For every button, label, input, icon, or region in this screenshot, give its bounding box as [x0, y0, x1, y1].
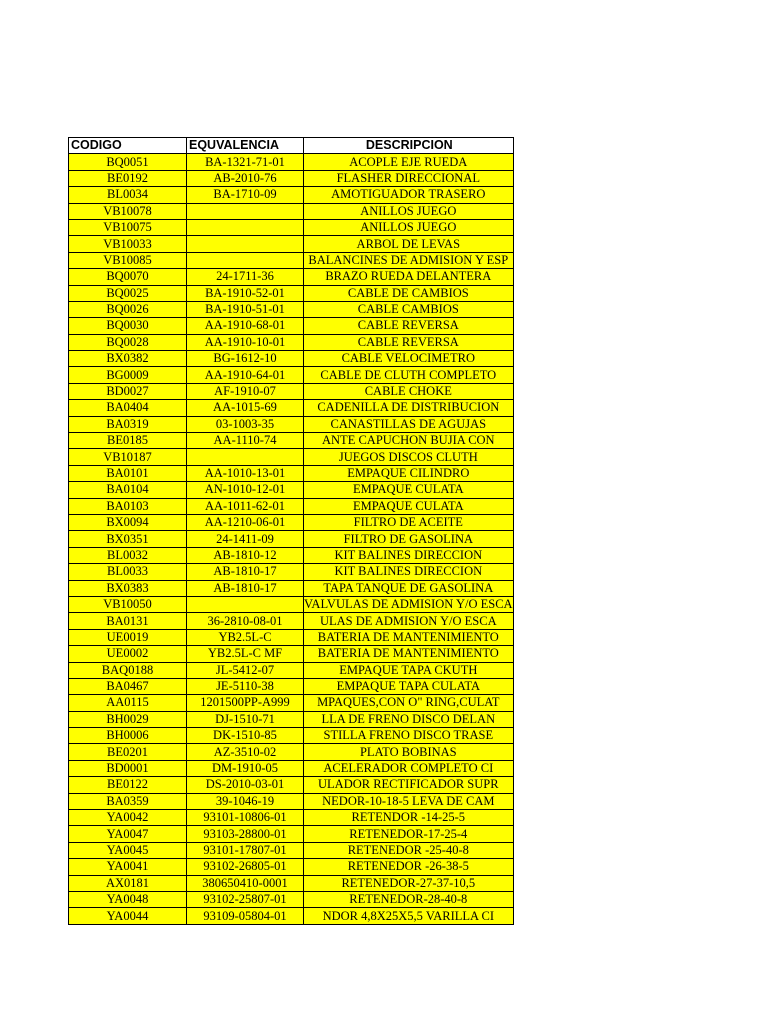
cell-descripcion[interactable]: ARBOL DE LEVAS: [304, 236, 514, 252]
header-codigo[interactable]: CODIGO: [69, 138, 187, 154]
table-row: [69, 662, 514, 678]
table-row: [69, 416, 514, 432]
table-row: [69, 711, 514, 727]
cell-equivalencia[interactable]: YB2.5L-C MF: [187, 646, 304, 662]
cell-codigo[interactable]: VB10078: [69, 203, 187, 219]
table-row: [69, 793, 514, 809]
table-row: [69, 744, 514, 760]
table-row: [69, 859, 514, 875]
cell-equivalencia[interactable]: AF-1910-07: [187, 383, 304, 399]
cell-equivalencia[interactable]: AA-1010-13-01: [187, 465, 304, 481]
cell-descripcion[interactable]: EMPAQUE TAPA CULATA: [304, 678, 514, 694]
cell-codigo[interactable]: YA0047: [69, 826, 187, 842]
cell-equivalencia[interactable]: AB-1810-12: [187, 547, 304, 563]
table-row: [69, 875, 514, 891]
cell-descripcion[interactable]: RETENDOR -14-25-5: [304, 810, 514, 826]
table-row: [69, 367, 514, 383]
cell-codigo[interactable]: BG0009: [69, 367, 187, 383]
cell-codigo[interactable]: BL0034: [69, 187, 187, 203]
table-row: [69, 400, 514, 416]
table-row: [69, 269, 514, 285]
table-row: [69, 351, 514, 367]
cell-equivalencia[interactable]: 24-1411-09: [187, 531, 304, 547]
cell-descripcion[interactable]: ANILLOS JUEGO: [304, 203, 514, 219]
cell-equivalencia[interactable]: 93101-17807-01: [187, 842, 304, 858]
table-row: [69, 760, 514, 776]
cell-equivalencia[interactable]: 36-2810-08-01: [187, 613, 304, 629]
table-row: [69, 826, 514, 842]
table-row: [69, 531, 514, 547]
cell-descripcion[interactable]: FILTRO DE GASOLINA: [304, 531, 514, 547]
cell-equivalencia[interactable]: 93109-05804-01: [187, 908, 304, 924]
table-row: [69, 646, 514, 662]
cell-codigo[interactable]: BA0319: [69, 416, 187, 432]
cell-codigo[interactable]: BQ0030: [69, 318, 187, 334]
cell-codigo[interactable]: BE0201: [69, 744, 187, 760]
cell-descripcion[interactable]: ULADOR RECTIFICADOR SUPR: [304, 777, 514, 793]
cell-equivalencia[interactable]: JE-5110-38: [187, 678, 304, 694]
cell-descripcion[interactable]: ANTE CAPUCHON BUJIA CON: [304, 433, 514, 449]
cell-equivalencia[interactable]: AB-2010-76: [187, 170, 304, 186]
cell-descripcion[interactable]: ACOPLE EJE RUEDA: [304, 154, 514, 170]
cell-codigo[interactable]: BA0101: [69, 465, 187, 481]
cell-equivalencia[interactable]: 93103-28800-01: [187, 826, 304, 842]
cell-descripcion[interactable]: RETENEDOR -26-38-5: [304, 859, 514, 875]
table-row: [69, 301, 514, 317]
cell-descripcion[interactable]: CABLE REVERSA: [304, 334, 514, 350]
cell-descripcion[interactable]: EMPAQUE TAPA CKUTH: [304, 662, 514, 678]
cell-equivalencia[interactable]: AA-1011-62-01: [187, 498, 304, 514]
table-row: [69, 596, 514, 612]
table-row: [69, 777, 514, 793]
cell-codigo[interactable]: BA0404: [69, 400, 187, 416]
table-row: [69, 728, 514, 744]
cell-equivalencia[interactable]: AN-1010-12-01: [187, 482, 304, 498]
table-row: [69, 908, 514, 924]
table-row: [69, 695, 514, 711]
cell-codigo[interactable]: BD0027: [69, 383, 187, 399]
cell-descripcion[interactable]: ACELERADOR COMPLETO CI: [304, 760, 514, 776]
cell-equivalencia[interactable]: 24-1711-36: [187, 269, 304, 285]
table-row: [69, 580, 514, 596]
cell-descripcion[interactable]: CANASTILLAS DE AGUJAS: [304, 416, 514, 432]
cell-codigo[interactable]: VB10050: [69, 596, 187, 612]
cell-descripcion[interactable]: ULAS DE ADMISION Y/O ESCA: [304, 613, 514, 629]
table-row: [69, 629, 514, 645]
table-row: [69, 252, 514, 268]
cell-descripcion[interactable]: NEDOR-10-18-5 LEVA DE CAM: [304, 793, 514, 809]
cell-descripcion[interactable]: RETENEDOR-28-40-8: [304, 891, 514, 907]
cell-equivalencia[interactable]: 93101-10806-01: [187, 810, 304, 826]
cell-codigo[interactable]: YA0042: [69, 810, 187, 826]
cell-descripcion[interactable]: RETENEDOR -25-40-8: [304, 842, 514, 858]
cell-codigo[interactable]: YA0045: [69, 842, 187, 858]
cell-equivalencia[interactable]: DS-2010-03-01: [187, 777, 304, 793]
table-row: [69, 154, 514, 170]
cell-equivalencia[interactable]: AB-1810-17: [187, 564, 304, 580]
cell-descripcion[interactable]: BRAZO RUEDA DELANTERA: [304, 269, 514, 285]
cell-descripcion[interactable]: TAPA TANQUE DE GASOLINA: [304, 580, 514, 596]
cell-codigo[interactable]: VB10033: [69, 236, 187, 252]
cell-codigo[interactable]: YA0041: [69, 859, 187, 875]
cell-codigo[interactable]: BX0382: [69, 351, 187, 367]
table-row: [69, 891, 514, 907]
cell-codigo[interactable]: YA0048: [69, 891, 187, 907]
cell-codigo[interactable]: BA0104: [69, 482, 187, 498]
table-row: [69, 318, 514, 334]
cell-codigo[interactable]: BX0351: [69, 531, 187, 547]
table-row: [69, 613, 514, 629]
table-row: [69, 334, 514, 350]
parts-table: [68, 137, 514, 925]
cell-descripcion[interactable]: NDOR 4,8X25X5,5 VARILLA CI: [304, 908, 514, 924]
cell-descripcion[interactable]: CABLE DE CLUTH COMPLETO: [304, 367, 514, 383]
cell-equivalencia[interactable]: AA-1910-64-01: [187, 367, 304, 383]
cell-descripcion[interactable]: RETENEDOR-27-37-10,5: [304, 875, 514, 891]
cell-codigo[interactable]: VB10187: [69, 449, 187, 465]
cell-codigo[interactable]: BE0192: [69, 170, 187, 186]
table-row: [69, 498, 514, 514]
cell-codigo[interactable]: BH0029: [69, 711, 187, 727]
cell-equivalencia[interactable]: AA-1910-10-01: [187, 334, 304, 350]
cell-codigo[interactable]: BAQ0188: [69, 662, 187, 678]
cell-codigo[interactable]: BH0006: [69, 728, 187, 744]
table-row: [69, 482, 514, 498]
cell-equivalencia[interactable]: BA-1910-52-01: [187, 285, 304, 301]
cell-codigo[interactable]: BE0185: [69, 433, 187, 449]
table-row: [69, 383, 514, 399]
cell-descripcion[interactable]: BALANCINES DE ADMISION Y ESP: [304, 252, 514, 268]
table-row: [69, 236, 514, 252]
table-row: [69, 203, 514, 219]
cell-codigo[interactable]: BX0383: [69, 580, 187, 596]
cell-equivalencia[interactable]: [187, 596, 304, 612]
cell-descripcion[interactable]: RETENEDOR-17-25-4: [304, 826, 514, 842]
cell-codigo[interactable]: AX0181: [69, 875, 187, 891]
table-row: [69, 547, 514, 563]
cell-equivalencia[interactable]: AA-1910-68-01: [187, 318, 304, 334]
cell-descripcion[interactable]: EMPAQUE CULATA: [304, 482, 514, 498]
cell-codigo[interactable]: BA0103: [69, 498, 187, 514]
cell-descripcion[interactable]: FLASHER DIRECCIONAL: [304, 170, 514, 186]
header-descripcion[interactable]: DESCRIPCION: [304, 138, 514, 154]
cell-equivalencia[interactable]: BG-1612-10: [187, 351, 304, 367]
table-row: [69, 678, 514, 694]
cell-equivalencia[interactable]: BA-1321-71-01: [187, 154, 304, 170]
cell-descripcion[interactable]: BATERIA DE MANTENIMIENTO: [304, 629, 514, 645]
cell-codigo[interactable]: BL0033: [69, 564, 187, 580]
cell-equivalencia[interactable]: [187, 219, 304, 235]
header-row: [69, 138, 514, 154]
cell-codigo[interactable]: BQ0026: [69, 301, 187, 317]
cell-descripcion[interactable]: CABLE CAMBIOS: [304, 301, 514, 317]
cell-equivalencia[interactable]: 93102-25807-01: [187, 891, 304, 907]
cell-codigo[interactable]: VB10085: [69, 252, 187, 268]
cell-descripcion[interactable]: MPAQUES,CON O" RING,CULAT: [304, 695, 514, 711]
cell-equivalencia[interactable]: [187, 449, 304, 465]
cell-codigo[interactable]: BA0131: [69, 613, 187, 629]
cell-codigo[interactable]: UE0002: [69, 646, 187, 662]
cell-codigo[interactable]: VB10075: [69, 219, 187, 235]
cell-descripcion[interactable]: CABLE CHOKE: [304, 383, 514, 399]
cell-equivalencia[interactable]: JL-5412-07: [187, 662, 304, 678]
cell-equivalencia[interactable]: [187, 236, 304, 252]
cell-equivalencia[interactable]: [187, 252, 304, 268]
cell-codigo[interactable]: BL0032: [69, 547, 187, 563]
cell-equivalencia[interactable]: DM-1910-05: [187, 760, 304, 776]
cell-descripcion[interactable]: AMOTIGUADOR TRASERO: [304, 187, 514, 203]
cell-codigo[interactable]: BA0359: [69, 793, 187, 809]
cell-equivalencia[interactable]: AZ-3510-02: [187, 744, 304, 760]
header-equivalencia[interactable]: EQUVALENCIA: [187, 138, 304, 154]
table-row: [69, 842, 514, 858]
table-row: [69, 170, 514, 186]
cell-descripcion[interactable]: FILTRO DE ACEITE: [304, 514, 514, 530]
cell-descripcion[interactable]: LLA DE FRENO DISCO DELAN: [304, 711, 514, 727]
cell-equivalencia[interactable]: YB2.5L-C: [187, 629, 304, 645]
cell-codigo[interactable]: BE0122: [69, 777, 187, 793]
cell-equivalencia[interactable]: 93102-26805-01: [187, 859, 304, 875]
cell-codigo[interactable]: AA0115: [69, 695, 187, 711]
cell-descripcion[interactable]: KIT BALINES DIRECCION: [304, 547, 514, 563]
cell-codigo[interactable]: BD0001: [69, 760, 187, 776]
cell-equivalencia[interactable]: 380650410-0001: [187, 875, 304, 891]
cell-descripcion[interactable]: EMPAQUE CILINDRO: [304, 465, 514, 481]
cell-equivalencia[interactable]: AB-1810-17: [187, 580, 304, 596]
cell-codigo[interactable]: BQ0051: [69, 154, 187, 170]
cell-codigo[interactable]: BQ0028: [69, 334, 187, 350]
cell-equivalencia[interactable]: AA-1210-06-01: [187, 514, 304, 530]
cell-codigo[interactable]: BX0094: [69, 514, 187, 530]
table-row: [69, 187, 514, 203]
table-row: [69, 433, 514, 449]
cell-descripcion[interactable]: ANILLOS JUEGO: [304, 219, 514, 235]
cell-equivalencia[interactable]: AA-1110-74: [187, 433, 304, 449]
cell-codigo[interactable]: BQ0025: [69, 285, 187, 301]
cell-equivalencia[interactable]: DK-1510-85: [187, 728, 304, 744]
cell-descripcion[interactable]: EMPAQUE CULATA: [304, 498, 514, 514]
table-row: [69, 514, 514, 530]
cell-codigo[interactable]: UE0019: [69, 629, 187, 645]
table-row: [69, 449, 514, 465]
cell-equivalencia[interactable]: 1201500PP-A999: [187, 695, 304, 711]
cell-codigo[interactable]: YA0044: [69, 908, 187, 924]
cell-equivalencia[interactable]: AA-1015-69: [187, 400, 304, 416]
cell-descripcion[interactable]: KIT BALINES DIRECCION: [304, 564, 514, 580]
cell-equivalencia[interactable]: DJ-1510-71: [187, 711, 304, 727]
table-row: [69, 285, 514, 301]
cell-codigo[interactable]: BA0467: [69, 678, 187, 694]
cell-descripcion[interactable]: CADENILLA DE DISTRIBUCION: [304, 400, 514, 416]
cell-equivalencia[interactable]: 03-1003-35: [187, 416, 304, 432]
table-row: [69, 219, 514, 235]
cell-codigo[interactable]: BQ0070: [69, 269, 187, 285]
cell-equivalencia[interactable]: 39-1046-19: [187, 793, 304, 809]
cell-equivalencia[interactable]: BA-1710-09: [187, 187, 304, 203]
cell-descripcion[interactable]: CABLE REVERSA: [304, 318, 514, 334]
cell-descripcion[interactable]: STILLA FRENO DISCO TRASE: [304, 728, 514, 744]
cell-descripcion[interactable]: PLATO BOBINAS: [304, 744, 514, 760]
table-row: [69, 564, 514, 580]
cell-descripcion[interactable]: JUEGOS DISCOS CLUTH: [304, 449, 514, 465]
cell-descripcion[interactable]: BATERIA DE MANTENIMIENTO: [304, 646, 514, 662]
cell-descripcion[interactable]: VALVULAS DE ADMISION Y/O ESCA: [304, 597, 513, 612]
table-row: [69, 810, 514, 826]
table-row: [69, 465, 514, 481]
cell-descripcion[interactable]: CABLE VELOCIMETRO: [304, 351, 514, 367]
cell-equivalencia[interactable]: BA-1910-51-01: [187, 301, 304, 317]
cell-equivalencia[interactable]: [187, 203, 304, 219]
cell-descripcion[interactable]: CABLE DE CAMBIOS: [304, 285, 514, 301]
